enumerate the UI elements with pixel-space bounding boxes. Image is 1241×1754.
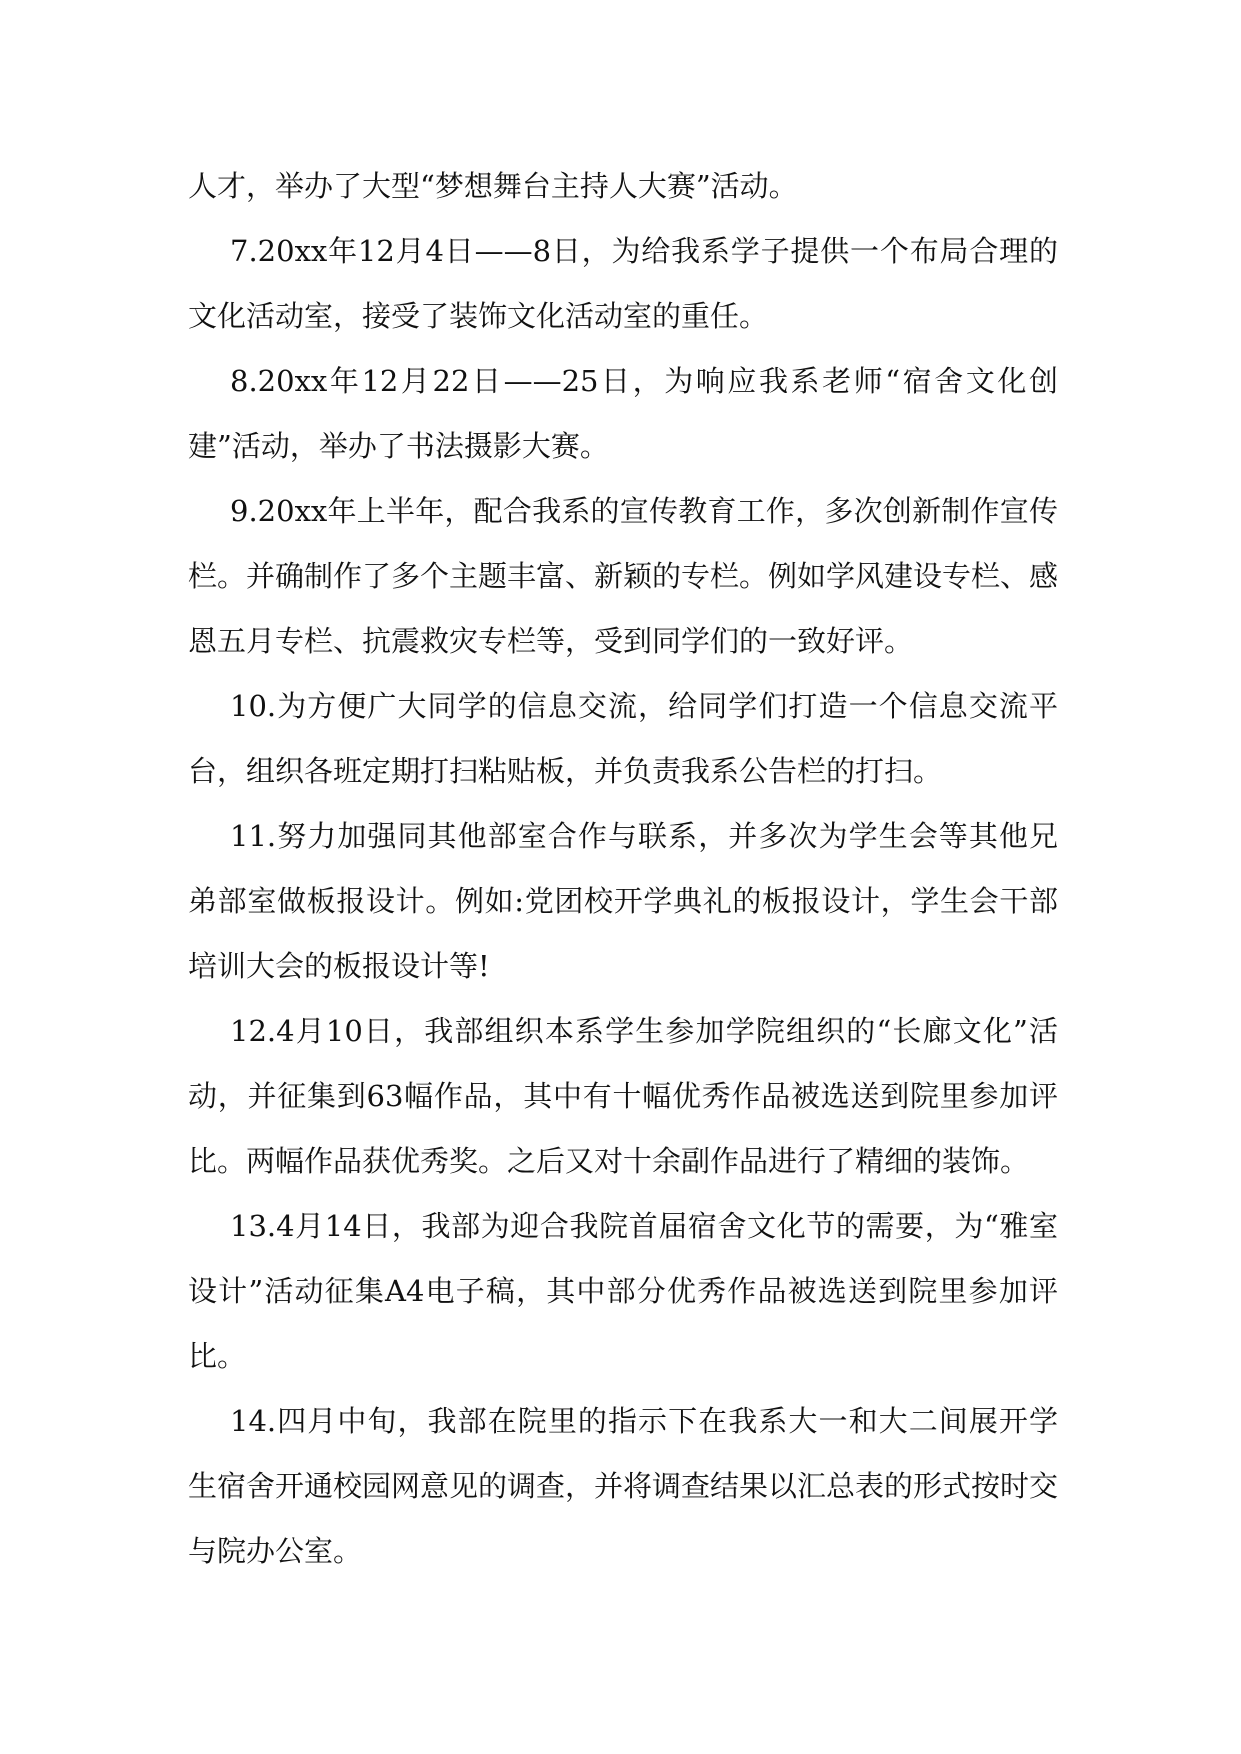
- document-page: [188, 154, 1058, 1584]
- paragraph-item-11: 11.努力加强同其他部室合作与联系，并多次为学生会等其他兄弟部室做板报设计。例如:党团校开学典礼的板报设计，学生会干部培训大会的板报设计等!: [188, 819, 1058, 983]
- paragraph-item-8: 8.20xx年12月22日——25日，为响应我系老师“宿舍文化创建”活动，举办了书法摄影大赛。: [188, 364, 1058, 463]
- paragraph-continuation: 人才，举办了大型“梦想舞台主持人大赛”活动。: [188, 169, 798, 203]
- paragraph-item-7: 7.20xx年12月4日——8日，为给我系学子提供一个布局合理的文化活动室，接受了装饰文化活动室的重任。: [188, 234, 1058, 333]
- paragraph-item-14: 14.四月中旬，我部在院里的指示下在我系大一和大二间展开学生宿舍开通校园网意见的调查，并将调查结果以汇总表的形式按时交与院办公室。: [188, 1404, 1059, 1568]
- paragraph-item-13: 13.4月14日，我部为迎合我院首届宿舍文化节的需要，为“雅室设计”活动征集A4电子稿，其中部分优秀作品被选送到院里参加评比。: [188, 1209, 1058, 1373]
- paragraph-item-9: 9.20xx年上半年，配合我系的宣传教育工作，多次创新制作宣传栏。并确制作了多个主题丰富、新颖的专栏。例如学风建设专栏、感恩五月专栏、抗震救灾专栏等，受到同学们的一致好评。: [188, 494, 1059, 658]
- paragraph-item-10: 10.为方便广大同学的信息交流，给同学们打造一个信息交流平台，组织各班定期打扫粘贴板，并负责我系公告栏的打扫。: [188, 689, 1058, 788]
- paragraph-item-12: 12.4月10日，我部组织本系学生参加学院组织的“长廊文化”活动，并征集到63幅作品，其中有十幅优秀作品被选送到院里参加评比。两幅作品获优秀奖。之后又对十余副作品进行了精细的装饰。: [188, 1014, 1058, 1178]
